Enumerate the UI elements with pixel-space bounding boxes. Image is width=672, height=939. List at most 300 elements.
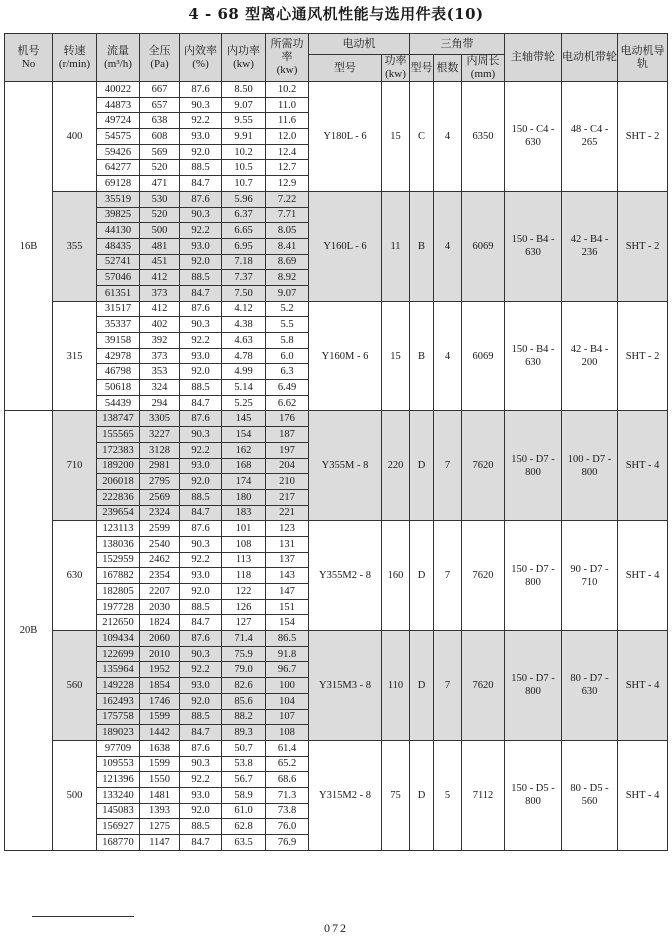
cell-motor-rail: SHT - 4 [618,740,668,850]
cell-flow: 182805 [97,584,140,600]
cell-efficiency: 88.5 [180,380,222,396]
cell-motor-power: 15 [382,301,410,411]
cell-pressure: 2540 [140,536,180,552]
cell-flow: 138747 [97,411,140,427]
cell-flow: 59426 [97,144,140,160]
cell-flow: 44130 [97,223,140,239]
cell-efficiency: 87.6 [180,301,222,317]
cell-efficiency: 84.7 [180,285,222,301]
cell-required-power: 204 [266,458,309,474]
header-motor-pulley: 电动机带轮 [562,34,618,82]
cell-pressure: 2354 [140,568,180,584]
cell-main-pulley: 150 - B4 - 630 [505,191,562,301]
cell-motor-type: Y160L - 6 [309,191,382,301]
cell-efficiency: 93.0 [180,458,222,474]
cell-flow: 35337 [97,317,140,333]
cell-belt-type: D [410,411,434,521]
cell-motor-rail: SHT - 4 [618,521,668,631]
cell-pressure: 2599 [140,521,180,537]
cell-inner-power: 5.96 [222,191,266,207]
cell-efficiency: 92.2 [180,223,222,239]
cell-flow: 135964 [97,662,140,678]
cell-speed: 355 [53,191,97,301]
cell-inner-power: 9.55 [222,113,266,129]
cell-efficiency: 93.0 [180,787,222,803]
cell-efficiency: 92.2 [180,333,222,349]
cell-flow: 121396 [97,772,140,788]
cell-motor-power: 220 [382,411,410,521]
cell-flow: 189200 [97,458,140,474]
cell-flow: 206018 [97,474,140,490]
cell-belt-type: D [410,740,434,850]
cell-main-pulley: 150 - B4 - 630 [505,301,562,411]
cell-flow: 49724 [97,113,140,129]
cell-pressure: 2010 [140,646,180,662]
cell-pressure: 2569 [140,489,180,505]
cell-efficiency: 87.6 [180,521,222,537]
cell-required-power: 8.05 [266,223,309,239]
cell-belt-length: 7620 [462,411,505,521]
cell-flow: 42978 [97,348,140,364]
cell-required-power: 73.8 [266,803,309,819]
cell-inner-power: 10.5 [222,160,266,176]
cell-required-power: 61.4 [266,740,309,756]
cell-belt-count: 4 [434,82,462,192]
cell-belt-length: 6069 [462,191,505,301]
cell-flow: 149228 [97,678,140,694]
cell-motor-power: 75 [382,740,410,850]
cell-required-power: 217 [266,489,309,505]
cell-inner-power: 8.50 [222,82,266,98]
cell-required-power: 7.22 [266,191,309,207]
cell-pressure: 1824 [140,615,180,631]
cell-pressure: 608 [140,129,180,145]
cell-efficiency: 90.3 [180,536,222,552]
cell-flow: 39825 [97,207,140,223]
cell-flow: 54575 [97,129,140,145]
cell-pressure: 520 [140,160,180,176]
cell-required-power: 107 [266,709,309,725]
header-inner-power: 内功率 (kw) [222,34,266,82]
cell-efficiency: 88.5 [180,599,222,615]
cell-flow: 109434 [97,631,140,647]
cell-required-power: 197 [266,442,309,458]
cell-efficiency: 90.3 [180,97,222,113]
cell-pressure: 412 [140,270,180,286]
cell-required-power: 6.62 [266,395,309,411]
cell-pressure: 569 [140,144,180,160]
cell-required-power: 147 [266,584,309,600]
cell-inner-power: 10.2 [222,144,266,160]
cell-flow: 155565 [97,427,140,443]
cell-inner-power: 162 [222,442,266,458]
cell-pressure: 451 [140,254,180,270]
cell-inner-power: 82.6 [222,678,266,694]
cell-required-power: 8.41 [266,238,309,254]
cell-pressure: 412 [140,301,180,317]
cell-efficiency: 92.0 [180,693,222,709]
cell-efficiency: 92.0 [180,803,222,819]
cell-required-power: 137 [266,552,309,568]
cell-required-power: 12.0 [266,129,309,145]
header-model: 机号 No [5,34,53,82]
cell-pressure: 392 [140,333,180,349]
cell-required-power: 11.0 [266,97,309,113]
cell-required-power: 8.69 [266,254,309,270]
cell-required-power: 123 [266,521,309,537]
cell-motor-rail: SHT - 2 [618,301,668,411]
cell-required-power: 10.2 [266,82,309,98]
cell-motor-pulley: 80 - D7 - 630 [562,631,618,741]
cell-required-power: 5.2 [266,301,309,317]
cell-pressure: 481 [140,238,180,254]
cell-inner-power: 9.91 [222,129,266,145]
cell-required-power: 154 [266,615,309,631]
cell-efficiency: 87.6 [180,740,222,756]
cell-belt-length: 7620 [462,631,505,741]
cell-required-power: 91.8 [266,646,309,662]
cell-required-power: 5.8 [266,333,309,349]
cell-efficiency: 90.3 [180,317,222,333]
cell-required-power: 12.9 [266,176,309,192]
cell-motor-type: Y315M2 - 8 [309,740,382,850]
cell-inner-power: 5.14 [222,380,266,396]
cell-flow: 133240 [97,787,140,803]
cell-required-power: 6.3 [266,364,309,380]
cell-pressure: 1952 [140,662,180,678]
cell-pressure: 373 [140,285,180,301]
cell-inner-power: 53.8 [222,756,266,772]
cell-speed: 315 [53,301,97,411]
cell-efficiency: 92.2 [180,552,222,568]
cell-efficiency: 93.0 [180,348,222,364]
cell-efficiency: 92.0 [180,254,222,270]
cell-flow: 46798 [97,364,140,380]
cell-flow: 54439 [97,395,140,411]
cell-flow: 31517 [97,301,140,317]
cell-pressure: 402 [140,317,180,333]
cell-speed: 560 [53,631,97,741]
cell-inner-power: 168 [222,458,266,474]
cell-motor-pulley: 42 - B4 - 200 [562,301,618,411]
cell-flow: 156927 [97,819,140,835]
cell-pressure: 3305 [140,411,180,427]
cell-inner-power: 7.37 [222,270,266,286]
cell-motor-type: Y355M2 - 8 [309,521,382,631]
cell-motor-power: 160 [382,521,410,631]
cell-pressure: 294 [140,395,180,411]
cell-efficiency: 84.7 [180,505,222,521]
footnote-divider [32,916,134,917]
cell-main-pulley: 150 - D7 - 800 [505,521,562,631]
cell-required-power: 65.2 [266,756,309,772]
header-motor-power: 功率(kw) [382,55,410,82]
cell-efficiency: 87.6 [180,82,222,98]
cell-pressure: 373 [140,348,180,364]
cell-flow: 189023 [97,725,140,741]
cell-efficiency: 92.2 [180,442,222,458]
cell-inner-power: 56.7 [222,772,266,788]
cell-pressure: 1147 [140,835,180,851]
header-motor-rail: 电动机导轨 [618,34,668,82]
cell-flow: 57046 [97,270,140,286]
cell-flow: 138036 [97,536,140,552]
cell-main-pulley: 150 - C4 - 630 [505,82,562,192]
cell-belt-count: 7 [434,521,462,631]
cell-pressure: 2207 [140,584,180,600]
cell-speed: 710 [53,411,97,521]
cell-pressure: 657 [140,97,180,113]
cell-inner-power: 126 [222,599,266,615]
cell-efficiency: 92.0 [180,364,222,380]
cell-pressure: 1550 [140,772,180,788]
cell-pressure: 530 [140,191,180,207]
cell-inner-power: 113 [222,552,266,568]
cell-pressure: 1442 [140,725,180,741]
header-belt-length: 内周长(mm) [462,55,505,82]
cell-belt-type: D [410,521,434,631]
cell-pressure: 638 [140,113,180,129]
cell-flow: 109553 [97,756,140,772]
cell-efficiency: 93.0 [180,238,222,254]
cell-efficiency: 93.0 [180,129,222,145]
cell-inner-power: 7.18 [222,254,266,270]
cell-required-power: 12.7 [266,160,309,176]
page-number: 072 [324,921,348,935]
cell-model: 16B [5,82,53,411]
table-row [5,740,668,756]
header-motor-type: 型号 [309,55,382,82]
cell-inner-power: 50.7 [222,740,266,756]
cell-required-power: 210 [266,474,309,490]
cell-efficiency: 92.0 [180,144,222,160]
cell-motor-rail: SHT - 2 [618,191,668,301]
cell-inner-power: 6.95 [222,238,266,254]
cell-inner-power: 61.0 [222,803,266,819]
cell-efficiency: 87.6 [180,411,222,427]
cell-required-power: 100 [266,678,309,694]
cell-required-power: 187 [266,427,309,443]
cell-belt-count: 5 [434,740,462,850]
cell-belt-length: 6350 [462,82,505,192]
cell-efficiency: 87.6 [180,191,222,207]
cell-flow: 69128 [97,176,140,192]
table-row [5,82,668,98]
cell-pressure: 1854 [140,678,180,694]
cell-flow: 172383 [97,442,140,458]
cell-pressure: 2981 [140,458,180,474]
cell-pressure: 3227 [140,427,180,443]
cell-required-power: 8.92 [266,270,309,286]
cell-pressure: 667 [140,82,180,98]
cell-inner-power: 180 [222,489,266,505]
cell-flow: 239654 [97,505,140,521]
cell-inner-power: 79.0 [222,662,266,678]
cell-model: 20B [5,411,53,850]
cell-motor-pulley: 90 - D7 - 710 [562,521,618,631]
cell-flow: 168770 [97,835,140,851]
cell-required-power: 151 [266,599,309,615]
cell-inner-power: 118 [222,568,266,584]
cell-efficiency: 92.2 [180,113,222,129]
header-speed: 转速 (r/min) [53,34,97,82]
cell-efficiency: 93.0 [180,678,222,694]
cell-pressure: 2030 [140,599,180,615]
header-main-pulley: 主轴带轮 [505,34,562,82]
cell-inner-power: 4.78 [222,348,266,364]
cell-efficiency: 92.2 [180,772,222,788]
cell-inner-power: 9.07 [222,97,266,113]
cell-belt-count: 4 [434,191,462,301]
cell-motor-pulley: 42 - B4 - 236 [562,191,618,301]
cell-flow: 152959 [97,552,140,568]
cell-inner-power: 174 [222,474,266,490]
cell-inner-power: 63.5 [222,835,266,851]
cell-pressure: 1275 [140,819,180,835]
cell-pressure: 520 [140,207,180,223]
header-motor: 电动机 [309,34,410,55]
cell-pressure: 1393 [140,803,180,819]
cell-motor-type: Y160M - 6 [309,301,382,411]
cell-speed: 400 [53,82,97,192]
cell-efficiency: 87.6 [180,631,222,647]
table-row [5,631,668,647]
header-belt-type: 型号 [410,55,434,82]
cell-flow: 167882 [97,568,140,584]
cell-inner-power: 58.9 [222,787,266,803]
cell-inner-power: 108 [222,536,266,552]
cell-required-power: 6.49 [266,380,309,396]
cell-required-power: 131 [266,536,309,552]
header-belt-count: 根数 [434,55,462,82]
cell-flow: 61351 [97,285,140,301]
cell-inner-power: 5.25 [222,395,266,411]
cell-motor-power: 110 [382,631,410,741]
cell-motor-type: Y355M - 8 [309,411,382,521]
header-pressure: 全压 (Pa) [140,34,180,82]
cell-flow: 97709 [97,740,140,756]
cell-inner-power: 6.37 [222,207,266,223]
cell-motor-type: Y315M3 - 8 [309,631,382,741]
cell-flow: 44873 [97,97,140,113]
header-required-power: 所需功率 (kw) [266,34,309,82]
cell-flow: 48435 [97,238,140,254]
cell-pressure: 2462 [140,552,180,568]
cell-required-power: 108 [266,725,309,741]
cell-inner-power: 154 [222,427,266,443]
cell-pressure: 3128 [140,442,180,458]
cell-flow: 35519 [97,191,140,207]
cell-flow: 123113 [97,521,140,537]
cell-belt-count: 7 [434,631,462,741]
cell-inner-power: 4.99 [222,364,266,380]
cell-speed: 630 [53,521,97,631]
cell-pressure: 1599 [140,709,180,725]
table-row [5,411,668,427]
header-belt: 三角带 [410,34,505,55]
cell-pressure: 1481 [140,787,180,803]
cell-efficiency: 88.5 [180,489,222,505]
cell-inner-power: 122 [222,584,266,600]
cell-belt-length: 6069 [462,301,505,411]
cell-motor-rail: SHT - 2 [618,82,668,192]
cell-motor-pulley: 80 - D5 - 560 [562,740,618,850]
cell-pressure: 2060 [140,631,180,647]
cell-belt-type: B [410,301,434,411]
cell-efficiency: 84.7 [180,835,222,851]
cell-inner-power: 75.9 [222,646,266,662]
cell-belt-length: 7112 [462,740,505,850]
cell-inner-power: 7.50 [222,285,266,301]
cell-efficiency: 88.5 [180,160,222,176]
cell-motor-pulley: 100 - D7 - 800 [562,411,618,521]
cell-efficiency: 90.3 [180,427,222,443]
cell-inner-power: 10.7 [222,176,266,192]
table-row [5,521,668,537]
cell-flow: 145083 [97,803,140,819]
cell-required-power: 86.5 [266,631,309,647]
cell-inner-power: 183 [222,505,266,521]
cell-required-power: 12.4 [266,144,309,160]
cell-flow: 40022 [97,82,140,98]
cell-efficiency: 84.7 [180,615,222,631]
cell-belt-type: D [410,631,434,741]
cell-motor-rail: SHT - 4 [618,411,668,521]
table-body [5,82,668,851]
cell-inner-power: 71.4 [222,631,266,647]
cell-pressure: 1638 [140,740,180,756]
cell-main-pulley: 150 - D5 - 800 [505,740,562,850]
header-efficiency: 内效率 (%) [180,34,222,82]
cell-efficiency: 93.0 [180,568,222,584]
cell-pressure: 353 [140,364,180,380]
cell-flow: 212650 [97,615,140,631]
cell-efficiency: 88.5 [180,270,222,286]
cell-belt-count: 7 [434,411,462,521]
cell-flow: 64277 [97,160,140,176]
cell-motor-type: Y180L - 6 [309,82,382,192]
cell-efficiency: 84.7 [180,725,222,741]
cell-required-power: 9.07 [266,285,309,301]
cell-flow: 122699 [97,646,140,662]
cell-flow: 162493 [97,693,140,709]
cell-required-power: 5.5 [266,317,309,333]
cell-efficiency: 84.7 [180,395,222,411]
cell-required-power: 71.3 [266,787,309,803]
cell-flow: 175758 [97,709,140,725]
cell-motor-power: 15 [382,82,410,192]
cell-speed: 500 [53,740,97,850]
page-title: 4 - 68 型离心通风机性能与选用件表(10) [188,5,484,23]
cell-inner-power: 127 [222,615,266,631]
cell-main-pulley: 150 - D7 - 800 [505,631,562,741]
cell-inner-power: 85.6 [222,693,266,709]
cell-efficiency: 84.7 [180,176,222,192]
header-flow: 流量 (m³/h) [97,34,140,82]
cell-inner-power: 4.12 [222,301,266,317]
cell-motor-power: 11 [382,191,410,301]
cell-pressure: 471 [140,176,180,192]
cell-motor-pulley: 48 - C4 - 265 [562,82,618,192]
table-header [5,34,668,82]
cell-efficiency: 88.5 [180,819,222,835]
cell-required-power: 68.6 [266,772,309,788]
table-row [5,191,668,207]
cell-required-power: 11.6 [266,113,309,129]
cell-required-power: 76.0 [266,819,309,835]
cell-inner-power: 88.2 [222,709,266,725]
cell-main-pulley: 150 - D7 - 800 [505,411,562,521]
